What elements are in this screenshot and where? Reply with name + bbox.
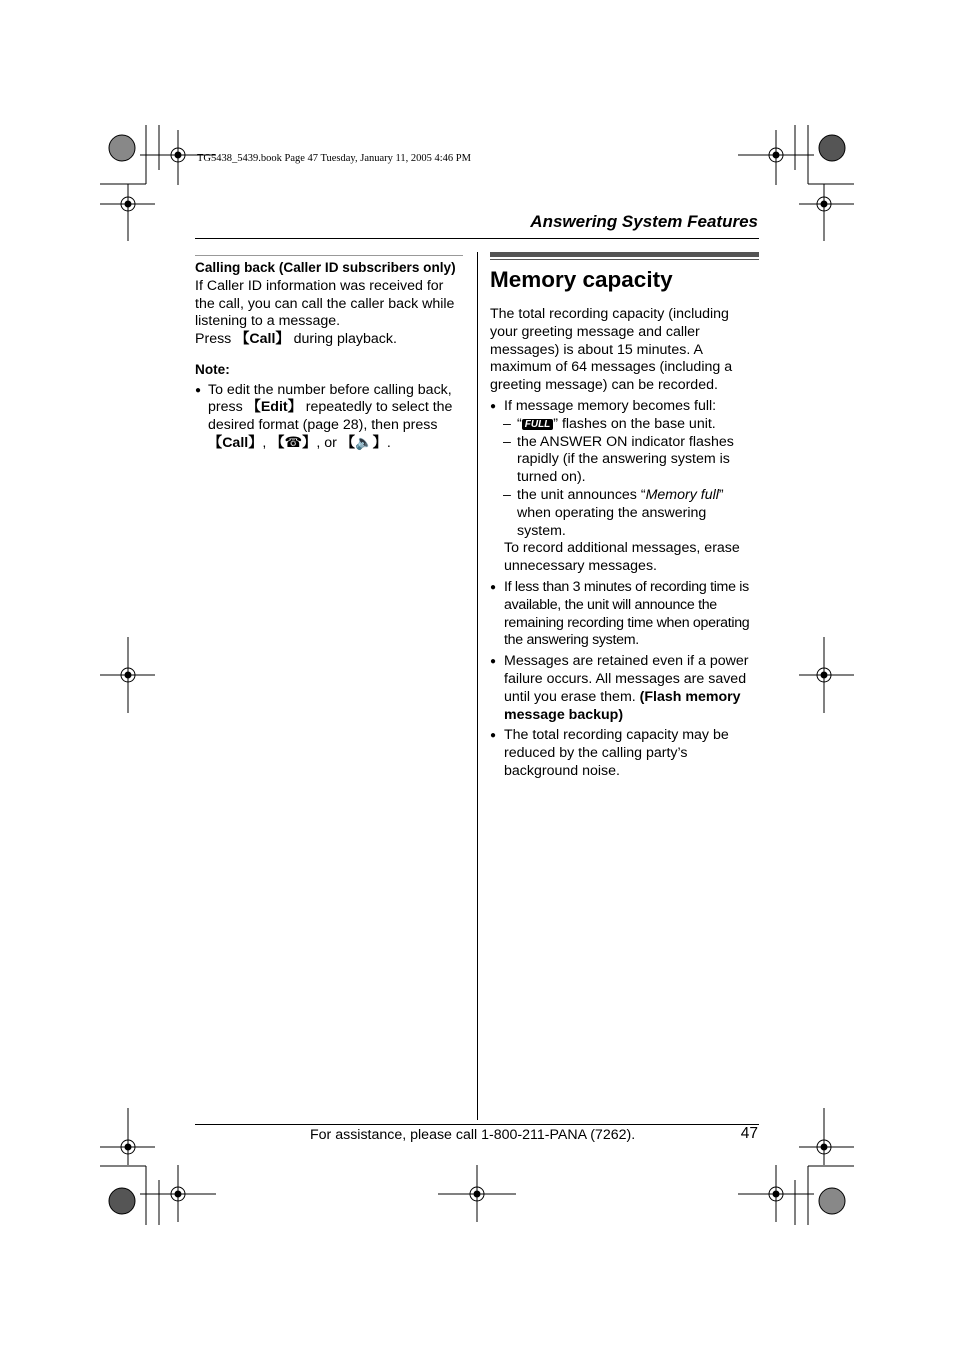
memory-full-lead: If message memory becomes full: [504, 397, 717, 414]
announces-pre: the unit announces “ [517, 486, 646, 503]
title-rule-thick [490, 252, 759, 257]
press-suffix: during playback. [289, 331, 397, 348]
bullet-memory-full [490, 398, 759, 416]
power-failure-text: Messages are retained even if a power failure occurs. All messages are saved until you erase them. [504, 653, 749, 705]
note-text-3: , [262, 434, 271, 451]
announces-post: ” when operating the answering system. [517, 486, 724, 539]
full-flashes-text: ” flashes on the base unit. [553, 415, 716, 432]
bullet-less-than-3: ● If less than 3 minutes of recording time is available, the unit will announce the remaining recording time when operating the answering system. [490, 579, 759, 650]
press-call-line [195, 331, 463, 349]
dash-answer-on: – the ANSWER ON indicator flashes rapidly (if the answering system is turned on). [490, 434, 759, 487]
page-number: 47 [740, 1125, 758, 1142]
press-prefix: Press [195, 331, 236, 348]
note-text-4: , or [316, 434, 341, 451]
call-key-2: 【Call】 [208, 434, 263, 451]
right-column [490, 252, 759, 781]
section-title: Answering System Features [530, 212, 758, 231]
note-bullet [195, 382, 463, 453]
left-top-rule [195, 255, 463, 256]
caller-id-paragraph: If Caller ID information was received for the call, you can call the caller back while listening to a message. [195, 278, 455, 330]
memory-full-em: Memory full [645, 486, 719, 503]
flash-memory-backup: (Flash memory message backup) [504, 688, 741, 723]
call-key: 【Call】 [235, 331, 290, 348]
full-icon: FULL [522, 419, 554, 430]
header-rule [195, 238, 759, 239]
quote-open: “ [517, 415, 522, 432]
note-text-2: repeatedly to select the desired format (page 28), then press [208, 399, 453, 433]
memory-capacity-title: Memory capacity [490, 267, 673, 292]
erase-tip: To record additional messages, erase unnecessary messages. [504, 540, 740, 575]
assistance-line: For assistance, please call 1-800-211-PANA (7262). [310, 1127, 636, 1143]
note-label: Note: [195, 361, 230, 377]
note-text-1: To edit the number before calling back, press [208, 381, 452, 416]
dash-full-flashes [490, 416, 759, 434]
edit-key: 【Edit】 [246, 399, 302, 416]
dash-announces [490, 487, 759, 540]
talk-key-icon: 【☎】 [270, 434, 317, 451]
subheading: Calling back (Caller ID subscribers only) [195, 260, 456, 275]
bullet-power-failure [490, 653, 759, 724]
intro-paragraph: The total recording capacity (including your greeting message and caller messages) is about 15 minutes. A maximum of 64 messages (including a greeting message) can be recorded. [490, 306, 733, 394]
column-divider [477, 252, 478, 1120]
note-text-5: . [386, 434, 391, 451]
title-rule-thin [490, 259, 759, 260]
footer-rule [195, 1124, 759, 1125]
speaker-key-icon: 【🔈】 [340, 434, 387, 451]
print-info: TG5438_5439.book Page 47 Tuesday, January 11, 2005 4:46 PM [197, 153, 471, 164]
left-column [195, 255, 463, 452]
bullet-background-noise: ● The total recording capacity may be reduced by the calling party’s background noise. [490, 727, 759, 780]
